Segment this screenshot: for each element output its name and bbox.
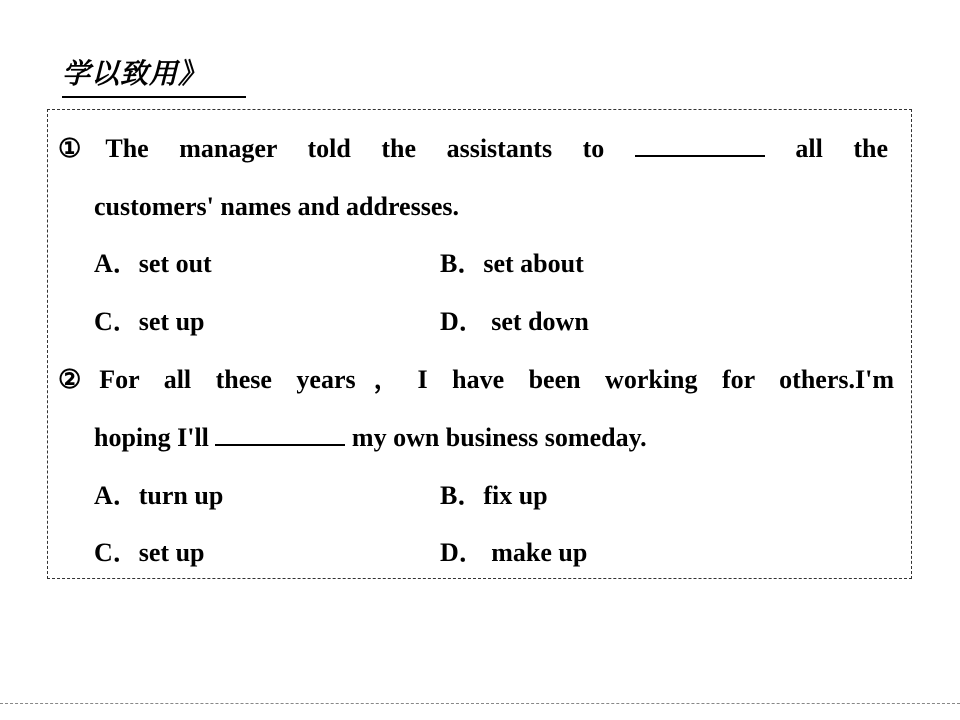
footer-divider	[0, 703, 960, 704]
question-1-blank	[635, 133, 765, 157]
question-2-option-c[interactable]: C．set up	[94, 538, 205, 567]
question-2-marker: ②	[58, 365, 100, 394]
question-2-line-1	[58, 364, 894, 396]
question-2-option-a[interactable]: A．turn up	[94, 481, 224, 510]
section-heading: 学以致用》	[62, 54, 246, 98]
question-2-text-post: my own business someday.	[351, 423, 647, 452]
question-1-line-2: customers' names and addresses.	[94, 192, 459, 221]
question-2-blank	[215, 422, 345, 446]
question-1-marker: ①	[58, 134, 106, 163]
question-1-option-d[interactable]: D． set down	[440, 307, 589, 336]
question-2-option-b[interactable]: B．fix up	[440, 481, 548, 510]
question-2-option-d[interactable]: D． make up	[440, 538, 588, 567]
question-1-option-a[interactable]: A．set out	[94, 249, 212, 278]
question-1-option-c[interactable]: C．set up	[94, 307, 205, 336]
question-2-text-pre: hoping I'll	[94, 423, 209, 452]
question-2-text-line-1: For all these years，I have been working for others.I'm	[99, 365, 894, 394]
question-1-line-1	[58, 133, 888, 165]
question-1-text-pre: The manager told the assistants to	[105, 134, 605, 163]
question-1-option-b[interactable]: B．set about	[440, 249, 584, 278]
question-2-line-2	[94, 422, 647, 454]
question-1-text-post: all the	[795, 134, 889, 163]
